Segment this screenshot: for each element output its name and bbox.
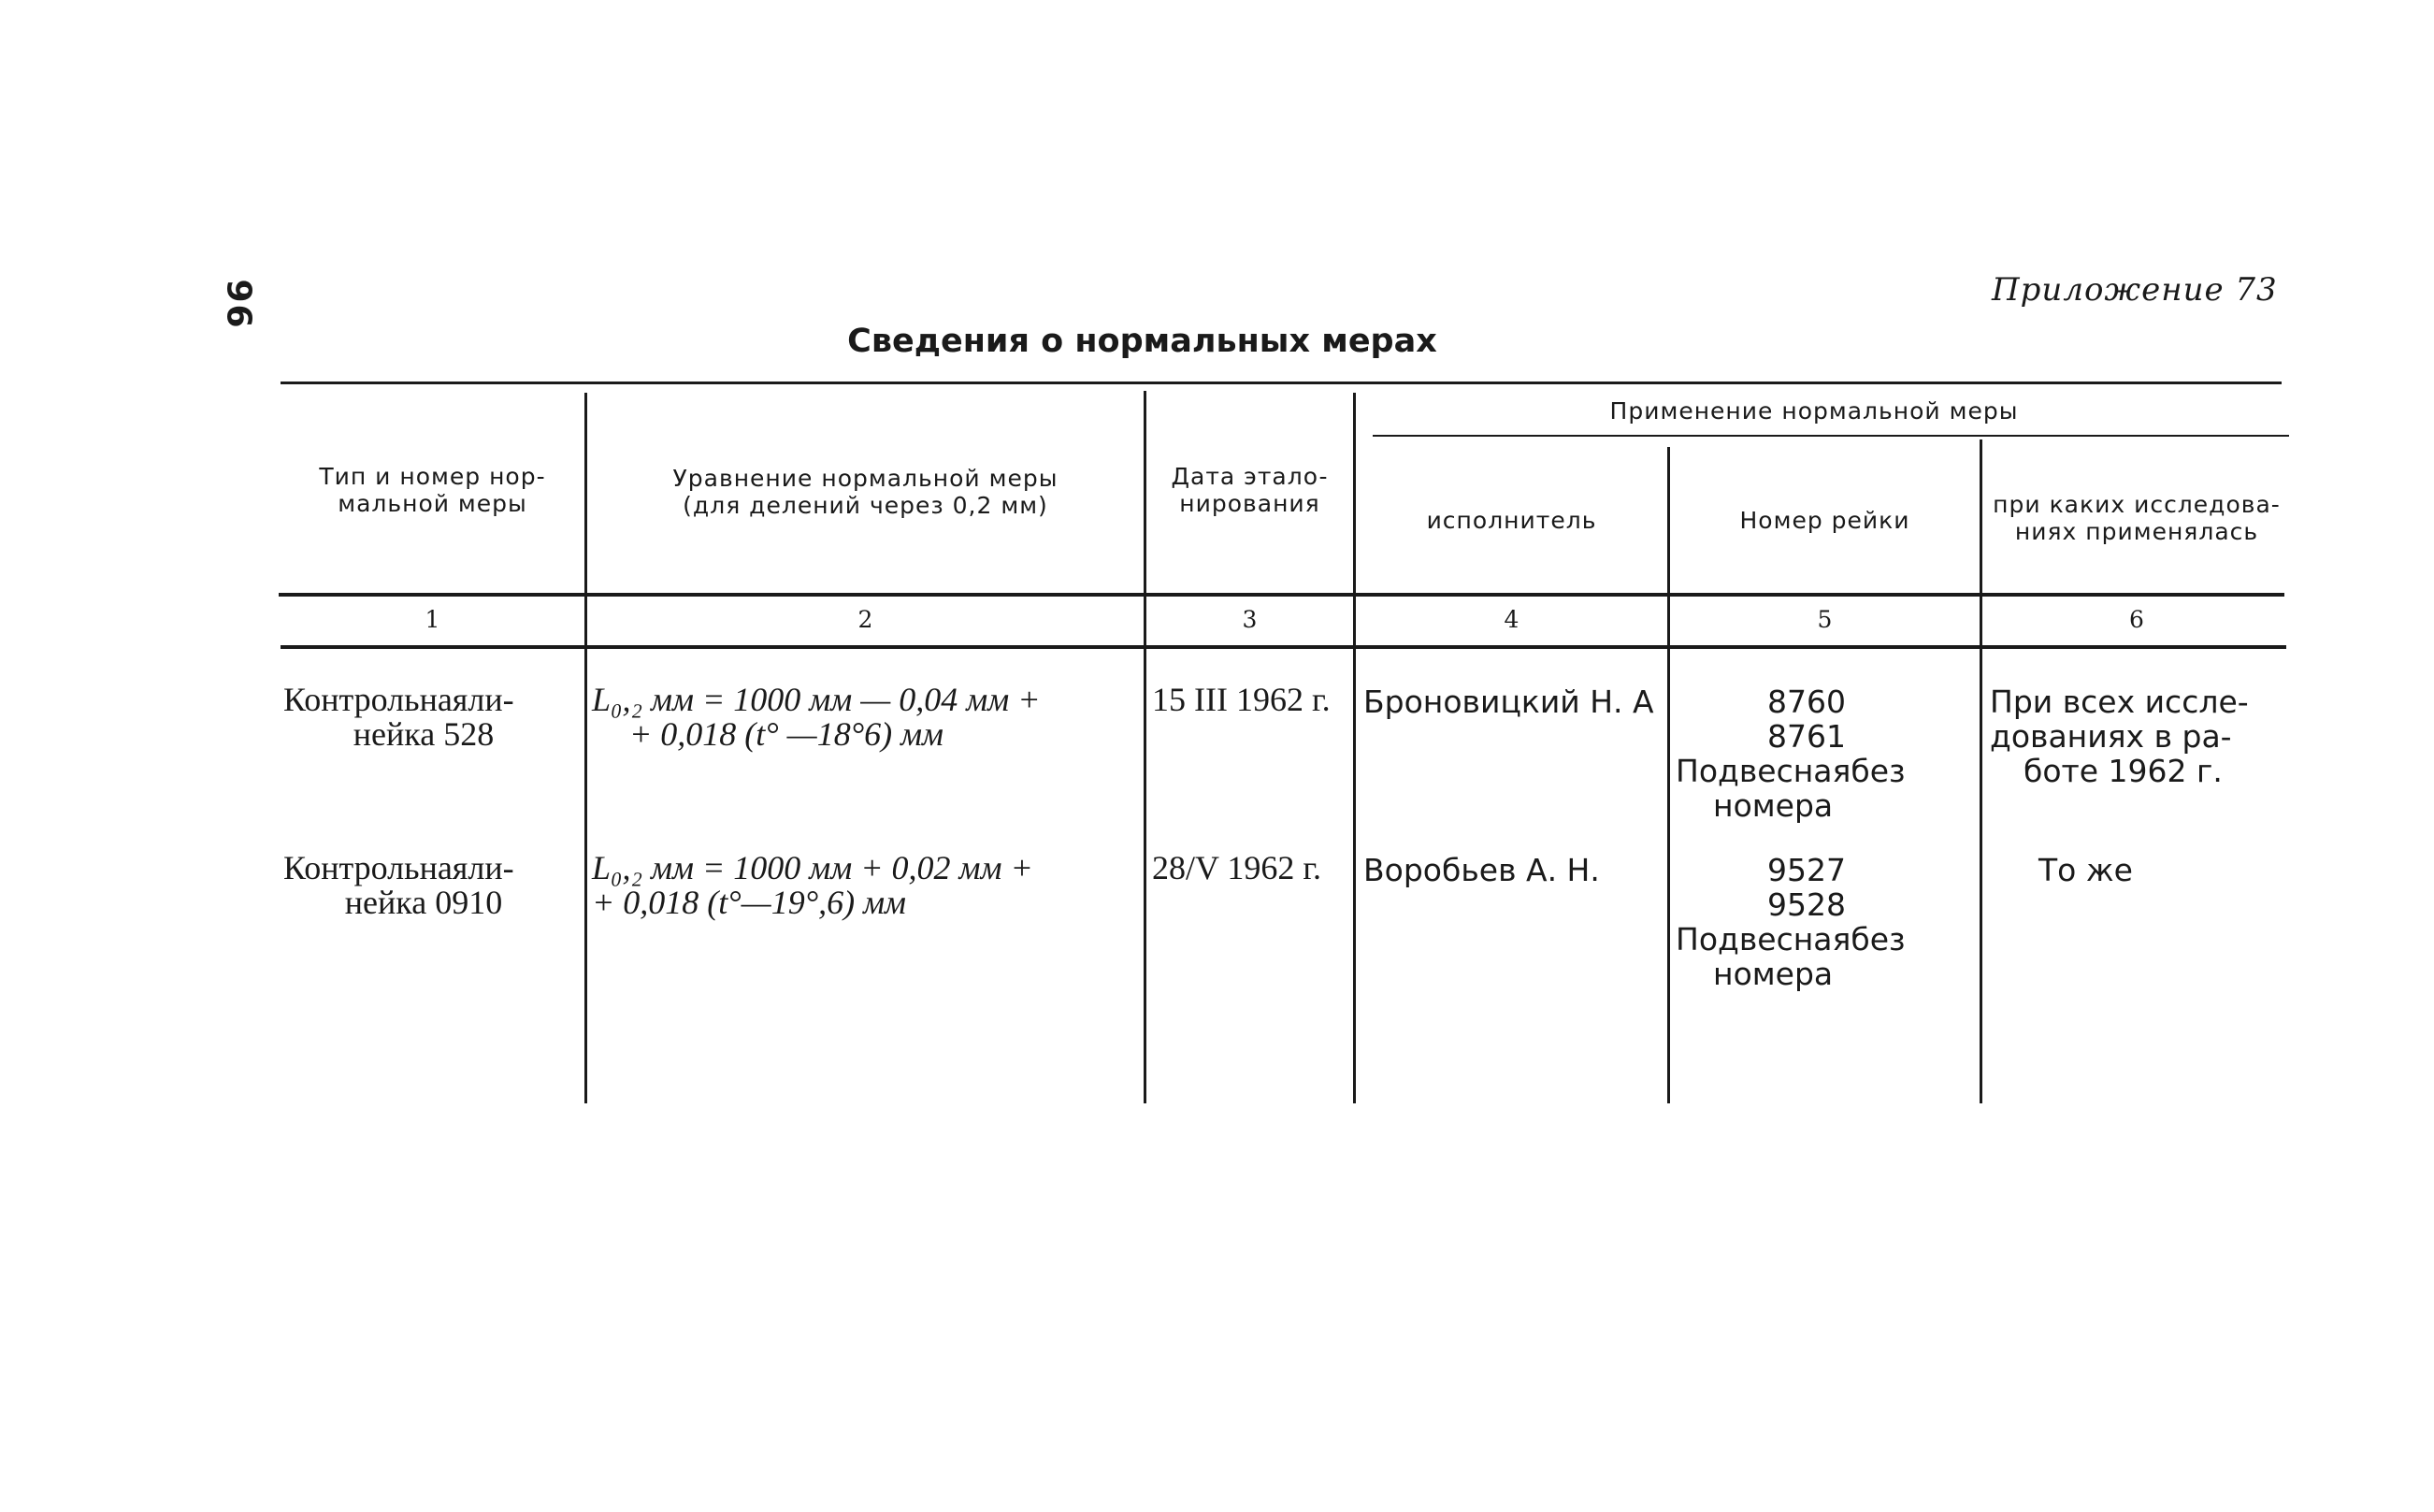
row-date-cell: 15 III 1962 г. bbox=[1152, 681, 1331, 718]
rule-numbers-bottom bbox=[281, 645, 2286, 649]
column-number-3: 3 bbox=[1242, 606, 1258, 633]
header-type-line1: Тип и номер нор- bbox=[319, 463, 546, 490]
page-number: 96 bbox=[219, 279, 258, 330]
rule-group bbox=[1373, 435, 2289, 437]
header-date bbox=[1146, 463, 1353, 517]
header-date-line1: Дата эталo- bbox=[1171, 463, 1329, 490]
row-equation-cell bbox=[592, 851, 1120, 920]
header-group: Применение нормальной меры bbox=[1609, 397, 2019, 425]
table-title bbox=[0, 323, 2434, 360]
usage-line: боте 1962 г. bbox=[2024, 753, 2223, 789]
rule-header-bottom bbox=[279, 593, 2284, 597]
header-type-line2: мальной меры bbox=[338, 490, 527, 517]
row-equation-line2: + 0,018 (t°—19°,6) мм bbox=[592, 884, 907, 921]
rail-without: без bbox=[1851, 921, 1906, 958]
header-usage-line1: при каких исследова- bbox=[1993, 491, 2281, 518]
usage-line: При всех иссле- bbox=[1990, 684, 2249, 720]
column-number-5: 5 bbox=[1817, 606, 1833, 633]
row-executor-cell: Воробьев А. Н. bbox=[1363, 852, 1600, 888]
rail-number: 9527 bbox=[1767, 852, 1846, 888]
rail-number: 8760 bbox=[1767, 684, 1846, 720]
header-usage-line2: ниях применялась bbox=[2014, 518, 2259, 545]
rail-suspended: Подвесная bbox=[1676, 921, 1851, 958]
row-type-word: Контрольная bbox=[283, 849, 468, 886]
row-equation-line1: L₀,₂ мм = 1000 мм — 0,04 мм + bbox=[592, 681, 1041, 718]
row-equation-line1: L₀,₂ мм = 1000 мм + 0,02 мм + bbox=[592, 849, 1033, 886]
row-type-word: Контрольная bbox=[283, 681, 468, 718]
column-number-1: 1 bbox=[425, 606, 440, 633]
row-equation-cell bbox=[592, 683, 1120, 752]
rail-number-word: номера bbox=[1713, 787, 1834, 824]
row-date-cell: 28/V 1962 г. bbox=[1152, 849, 1322, 886]
row-usage-cell bbox=[2038, 853, 2272, 887]
header-date-line2: нирования bbox=[1179, 490, 1320, 517]
row-executor-cell: Броновицкий Н. А bbox=[1363, 684, 1654, 720]
column-number-2: 2 bbox=[857, 606, 873, 633]
row-type-name: нейка 528 bbox=[353, 715, 495, 753]
rail-suspended: Подвесная bbox=[1676, 753, 1851, 789]
row-rail-cell bbox=[1676, 684, 1937, 823]
header-usage bbox=[1982, 491, 2291, 545]
header-equation-line2: (для делений через 0,2 мм) bbox=[683, 492, 1048, 519]
row-type-cell bbox=[283, 683, 564, 752]
row-type-name: нейка 0910 bbox=[344, 884, 503, 921]
row-type-hyphen: ли- bbox=[468, 849, 514, 886]
rail-without: без bbox=[1851, 753, 1906, 789]
table-title-text: Сведения о нормальных мерах bbox=[847, 323, 1437, 360]
header-executor: исполнитель bbox=[1426, 507, 1597, 534]
row-type-hyphen: ли- bbox=[468, 681, 514, 718]
column-number-6: 6 bbox=[2129, 606, 2144, 633]
vline-3 bbox=[1353, 393, 1356, 1103]
row-usage-cell bbox=[1990, 684, 2270, 788]
row-equation-line2: + 0,018 (t° —18°6) мм bbox=[629, 715, 944, 753]
rail-number-word: номера bbox=[1713, 956, 1834, 992]
row-rail-cell bbox=[1676, 853, 1937, 991]
usage-line: То же bbox=[2038, 852, 2133, 888]
rail-number: 9528 bbox=[1767, 886, 1846, 923]
row-type-cell bbox=[283, 851, 564, 920]
rule-top bbox=[281, 382, 2282, 384]
rail-number: 8761 bbox=[1767, 718, 1846, 755]
header-equation-line1: Уравнение нормальной меры bbox=[672, 465, 1059, 492]
header-rail-number: Номер рейки bbox=[1739, 507, 1910, 534]
usage-line: дованиях в ра- bbox=[1990, 718, 2232, 755]
vline-4 bbox=[1667, 447, 1670, 1103]
header-equation bbox=[587, 465, 1144, 519]
header-type bbox=[281, 463, 584, 517]
appendix-label: Приложение 73 bbox=[1992, 271, 2278, 309]
column-number-4: 4 bbox=[1504, 606, 1519, 633]
